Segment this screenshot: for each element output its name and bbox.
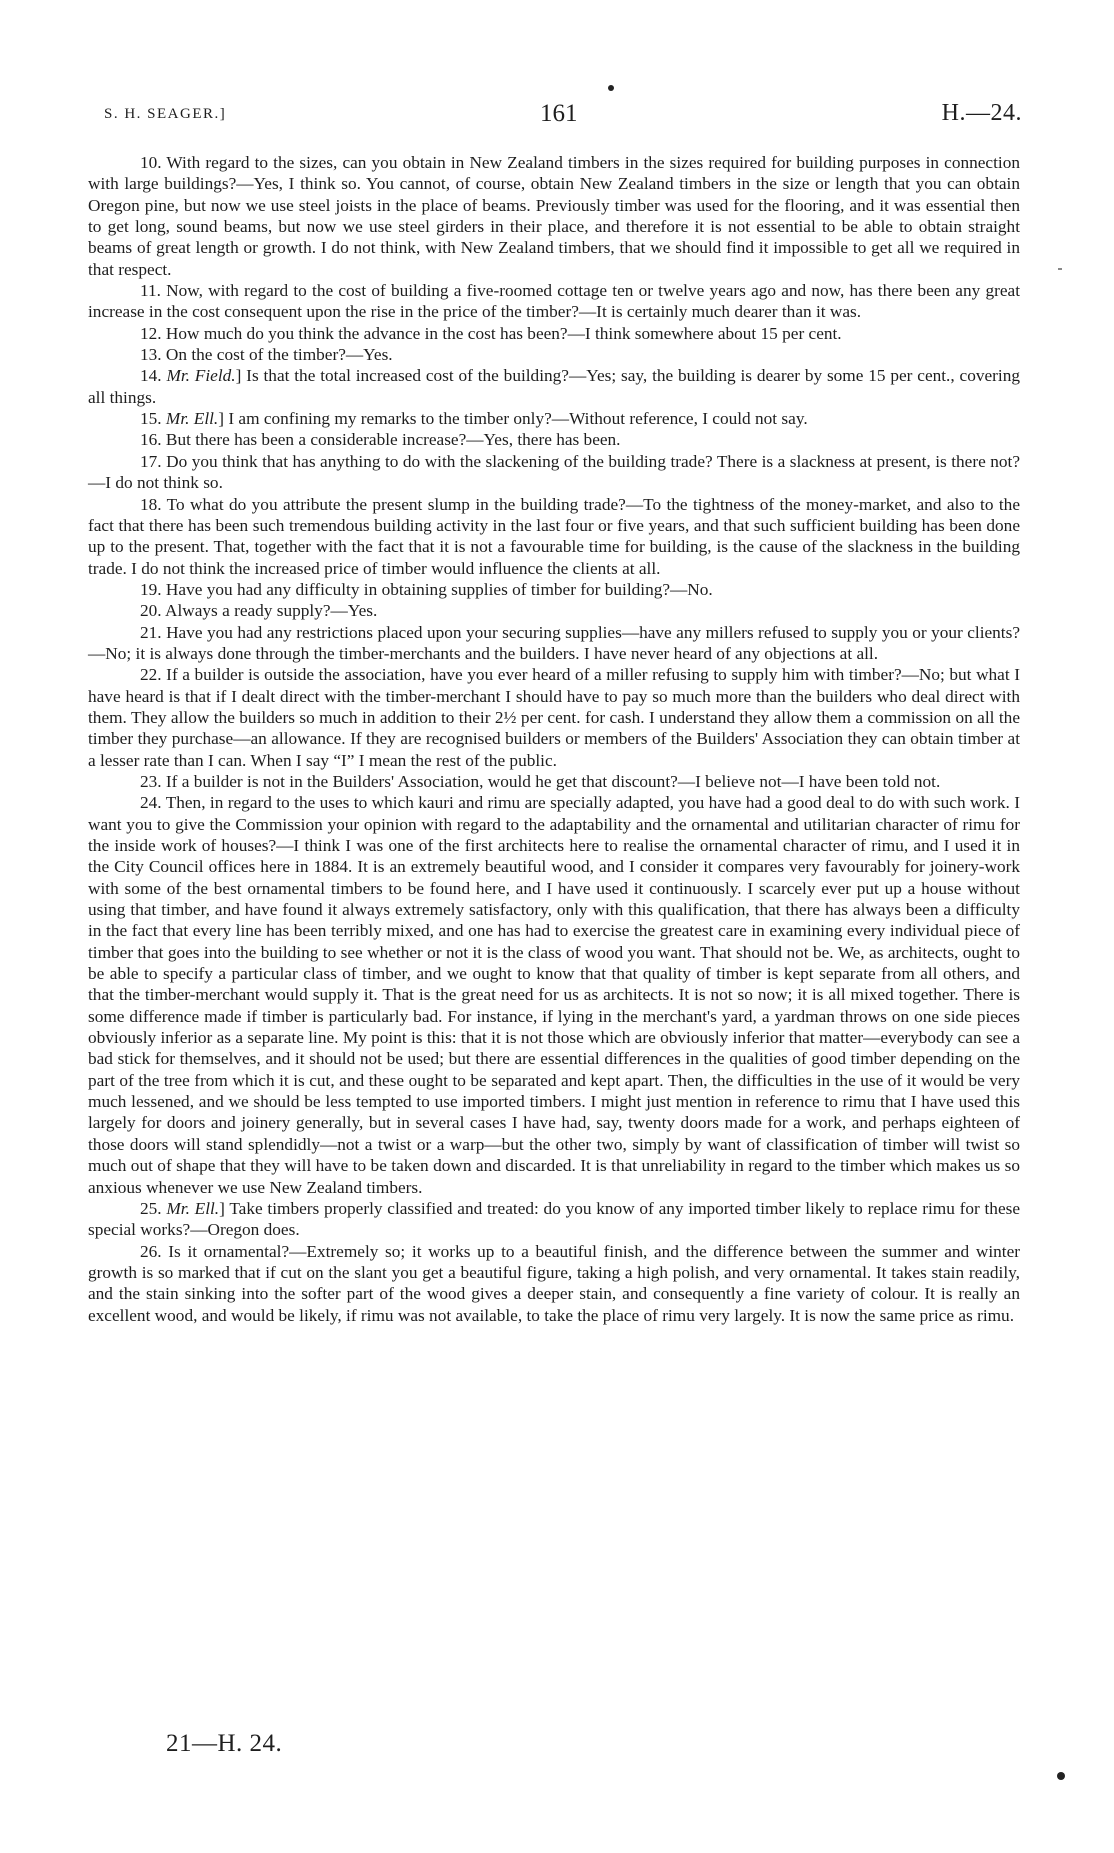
question-paragraph — [88, 1241, 1020, 1326]
page-number: 161 — [540, 100, 578, 127]
paragraph-text: 22. If a builder is outside the association, have you ever heard of a miller refusing to supply him with timber?—No; but what I have heard is that if I dealt direct with the timber-merchant I should have to pay so much more than the builders who deal direct with them. They allow the builders so much in addition to their 2½ per cent. for cash. I understand they allow them a commission on all the timber they purchase—an allowance. If they are recognised builders or members of the Builders' Association they can obtain timber at a lesser rate than I can. When I say “I” I mean the rest of the public. — [88, 665, 1020, 770]
evidence-text — [88, 152, 1020, 1326]
paragraph-text: 20. Always a ready supply?—Yes. — [140, 601, 378, 621]
speaker-name: Mr. Ell. — [166, 1198, 220, 1218]
question-paragraph — [88, 408, 1020, 429]
paragraph-text: 17. Do you think that has anything to do with the slackening of the building trade? There is a slackness at present, is there not?—I do not think so. — [88, 451, 1020, 493]
question-paragraph — [88, 1198, 1020, 1241]
printer-mark — [608, 85, 614, 91]
printer-mark-bottom — [1057, 1772, 1065, 1780]
question-paragraph — [88, 323, 1020, 344]
paragraph-text: ] I am confining my remarks to the timber only?—Without reference, I could not say. — [218, 409, 808, 429]
paragraph-text: 11. Now, with regard to the cost of building a five-roomed cottage ten or twelve years ago and now, has there been any great increase in the cost consequent upon the rise in the price of the timber?—It is certainly much dearer than it was. — [88, 281, 1020, 322]
paragraph-text: 21. Have you had any restrictions placed upon your securing supplies—have any millers refused to supply you or your clients?—No; it is always done through the timber-merchants and the builders. I have never heard of any objections at all. — [88, 622, 1020, 663]
paragraph-text: 12. How much do you think the advance in the cost has been?—I think somewhere about 15 per cent. — [140, 323, 842, 343]
signature-mark: 21—H. 24. — [166, 1730, 283, 1757]
speaker-name: Mr. Ell. — [165, 409, 219, 429]
question-paragraph — [88, 152, 1020, 280]
paragraph-text: 10. With regard to the sizes, can you obtain in New Zealand timbers in the sizes required for building purposes in connection with large buildings?—Yes, I think so. You cannot, of course, obtain New Zealand timbers in the size or length that you can obtain Oregon pine, but now we use steel joists in the place of beams. Previously timber was used for the flooring, and it was essential then to get long, sound beams, but now we use steel girders in their place, and therefore it is not essential to be able to obtain straight beams of great length or growth. I do not think, with New Zealand timbers, that we should find it impossible to get all we required in that respect. — [88, 153, 1020, 279]
question-paragraph — [88, 451, 1020, 494]
paragraph-text: 24. Then, in regard to the uses to which kauri and rimu are specially adapted, you have had a good deal to do with such work. I want you to give the Commission your opinion with regard to the adaptability and the ornamental and utilitarian character of rimu for the inside work of houses?—I think I was one of the first architects here to realise the ornamental character of rimu, and I used it in the City Council offices here in 1884. It is an extremely beautiful wood, and I consider it compares very favourably for joinery-work with some of the best ornamental timbers to be found here, and I have used it continuously. I scarcely ever put up a house without using that timber, and have found it always extremely satisfactory, only with this qualification, that there has always been a difficulty in the fact that every line has been terribly mixed, and one has had to exercise the greatest care in examining every individual piece of timber that goes into the building to see whether or not it is the class of wood you want. That should not be. We, as architects, ought to be able to specify a particular class of timber, and we ought to know that that quality of timber is kept separate from all others, and that the timber-merchant would supply it. That is the great need for us as architects. It is not so now; it is all mixed together. There is some difference made if timber is particularly bad. For instance, if lying in the merchant's yard, a yardman throws on one side pieces obviously inferior as a separate line. My point is this: that it is not those which are obviously inferior that matter—everybody can see a bad stick for themselves, and it should not be used; but there are essential differences in the qualities of good timber depending on the part of the tree from which it is cut, and these ought to be separated and kept apart. Then, the difficulties in the use of it would be very much lessened, and we should be less tempted to use imported timbers. I might just mention in reference to rimu that I have used this largely for doors and joinery generally, but in several cases I have had, say, twenty doors made for a work, and perhaps eighteen of those doors will stand splendidly—not a twist or a warp—but the other two, simply by want of classification of timber will twist so much out of shape that they will have to be taken down and discarded. It is that unreliability in regard to the timber which makes us so anxious whenever we use New Zealand timbers. — [88, 793, 1020, 1197]
paragraph-text: 18. To what do you attribute the present slump in the building trade?—To the tightness of the money-market, and also to the fact that there has been such tremendous building activity in the last four or five years, and that such sufficient building has been done up to the present. That, together with the fact that it is not a favourable time for building, is the cause of the slackness in the building trade. I do not think the increased price of timber would influence the clients at all. — [88, 494, 1020, 578]
question-paragraph — [88, 344, 1020, 365]
margin-mark — [1058, 268, 1062, 270]
question-paragraph — [88, 771, 1020, 792]
question-paragraph — [88, 579, 1020, 600]
paragraph-text: 13. On the cost of the timber?—Yes. — [140, 345, 393, 365]
paragraph-text: 23. If a builder is not in the Builders' Association, would he get that discount?—I believe not—I have been told not. — [140, 771, 941, 791]
paragraph-text: 19. Have you had any difficulty in obtaining supplies of timber for building?—No. — [140, 579, 713, 599]
paragraph-text: ] Is that the total increased cost of the building?—Yes; say, the building is dearer by some 15 per cent., covering all things. — [88, 366, 1020, 407]
question-paragraph — [88, 280, 1020, 323]
paragraph-text: ] Take timbers properly classified and treated: do you know of any imported timber likely to replace rimu for these special works?—Oregon does. — [88, 1198, 1021, 1240]
paragraph-text: 25. — [140, 1198, 167, 1218]
question-paragraph — [88, 622, 1020, 665]
question-paragraph — [88, 494, 1020, 579]
question-paragraph — [88, 664, 1020, 771]
question-paragraph — [88, 429, 1020, 450]
paragraph-text: 26. Is it ornamental?—Extremely so; it works up to a beautiful finish, and the difference between the summer and winter growth is so marked that if cut on the slant you get a beautiful figure, taking a high polish, and very ornamental. It takes stain readily, and the stain sinking into the softer part of the wood gives a deeper stain, and consequently a fine variety of colour. It is really an excellent wood, and would be likely, if rimu was not available, to take the place of rimu very largely. It is now the same price as rimu. — [88, 1241, 1020, 1325]
paragraph-text: 14. — [140, 366, 167, 386]
witness-name: S. H. SEAGER.] — [104, 106, 227, 122]
question-paragraph — [88, 792, 1020, 1198]
question-paragraph — [88, 600, 1020, 621]
paper-reference: H.—24. — [941, 100, 1022, 126]
paragraph-text: 15. — [140, 409, 166, 429]
running-head — [104, 100, 1022, 130]
question-paragraph — [88, 365, 1020, 408]
speaker-name: Mr. Field. — [166, 366, 236, 386]
paragraph-text: 16. But there has been a considerable increase?—Yes, there has been. — [140, 430, 621, 450]
